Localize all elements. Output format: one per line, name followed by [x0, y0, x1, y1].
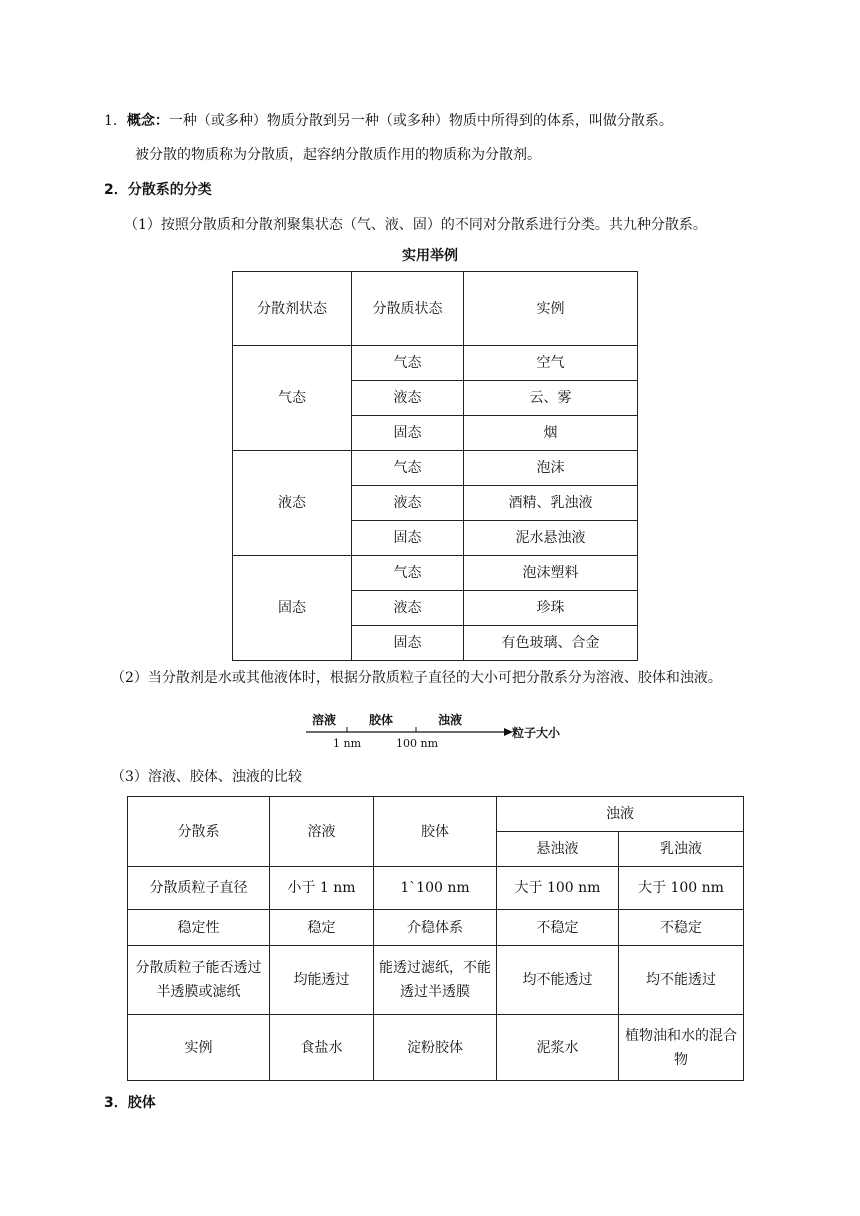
cell-solution: 小于 1 nm	[270, 867, 374, 910]
example: 烟	[464, 416, 638, 451]
section-2-paragraph-2: （2）当分散剂是水或其他液体时，根据分散质粒子直径的大小可把分散系分为溶液、胶体和浊液。	[111, 670, 722, 686]
solute-state: 气态	[352, 556, 464, 591]
particle-size-scale	[306, 708, 576, 752]
solute-state: 液态	[352, 381, 464, 416]
section-1-number: 1．	[104, 113, 127, 129]
cell-emulsion: 均不能透过	[619, 946, 744, 1015]
example: 泥水悬浊液	[464, 521, 638, 556]
scale-label-turbid: 浊液	[438, 713, 463, 727]
solute-state: 液态	[352, 486, 464, 521]
solute-state: 固态	[352, 416, 464, 451]
cell-colloid: 淀粉胶体	[374, 1015, 497, 1081]
header-emulsion: 乳浊液	[619, 832, 744, 867]
cell-colloid: 能透过滤纸，不能透过半透膜	[374, 946, 497, 1015]
dispersion-comparison-table	[127, 796, 744, 1081]
header-solute-state: 分散质状态	[352, 272, 464, 346]
header-turbid-liquid: 浊液	[497, 797, 744, 832]
section-3-title: 胶体	[127, 1095, 156, 1111]
example: 有色玻璃、合金	[464, 626, 638, 661]
solute-state: 固态	[352, 626, 464, 661]
solute-state: 气态	[352, 451, 464, 486]
cell-colloid: 介稳体系	[374, 910, 497, 946]
example: 珍珠	[464, 591, 638, 626]
section-1-heading: 概念：	[126, 113, 169, 129]
section-3-heading	[104, 1093, 156, 1113]
scale-label-solution: 溶液	[312, 713, 337, 727]
row-label: 实例	[128, 1015, 270, 1081]
example: 酒精、乳浊液	[464, 486, 638, 521]
section-2-heading	[104, 180, 212, 200]
scale-tick-100nm: 100 nm	[396, 737, 439, 750]
dispersion-example-table	[232, 271, 638, 661]
example: 泡沫塑料	[464, 556, 638, 591]
header-suspension: 悬浊液	[497, 832, 619, 867]
solute-state: 固态	[352, 521, 464, 556]
solute-state: 液态	[352, 591, 464, 626]
row-label: 稳定性	[128, 910, 270, 946]
section-2-paragraph-1: （1）按照分散质和分散剂聚集状态（气、液、固）的不同对分散系进行分类。共九种分散系。	[124, 217, 707, 233]
solvent-state-liquid: 液态	[233, 451, 352, 556]
cell-solution: 稳定	[270, 910, 374, 946]
header-solvent-state: 分散剂状态	[233, 272, 352, 346]
header-solution: 溶液	[270, 797, 374, 867]
scale-label-colloid: 胶体	[369, 713, 394, 727]
cell-solution: 均能透过	[270, 946, 374, 1015]
example: 泡沫	[464, 451, 638, 486]
cell-colloid: 1`100 nm	[374, 867, 497, 910]
section-1-line	[104, 111, 673, 131]
table-1-title: 实用举例	[402, 248, 458, 264]
solute-state: 气态	[352, 346, 464, 381]
row-label: 分散质粒子直径	[128, 867, 270, 910]
row-label: 分散质粒子能否透过半透膜或滤纸	[128, 946, 270, 1015]
cell-emulsion: 大于 100 nm	[619, 867, 744, 910]
scale-tick-1nm: 1 nm	[333, 737, 362, 750]
header-example: 实例	[464, 272, 638, 346]
section-2-title: 分散系的分类	[127, 182, 212, 198]
section-2-number: 2．	[104, 182, 128, 198]
cell-solution: 食盐水	[270, 1015, 374, 1081]
section-2-paragraph-3: （3）溶液、胶体、浊液的比较	[111, 769, 302, 785]
cell-suspension: 泥浆水	[497, 1015, 619, 1081]
section-1-paragraph-2: 被分散的物质称为分散质，起容纳分散质作用的物质称为分散剂。	[135, 147, 541, 163]
cell-emulsion: 不稳定	[619, 910, 744, 946]
cell-emulsion: 植物油和水的混合物	[619, 1015, 744, 1081]
example: 云、雾	[464, 381, 638, 416]
cell-suspension: 均不能透过	[497, 946, 619, 1015]
example: 空气	[464, 346, 638, 381]
scale-axis-label: 粒子大小	[512, 726, 561, 740]
cell-suspension: 大于 100 nm	[497, 867, 619, 910]
cell-suspension: 不稳定	[497, 910, 619, 946]
header-colloid: 胶体	[374, 797, 497, 867]
solvent-state-solid: 固态	[233, 556, 352, 661]
header-dispersion-system: 分散系	[128, 797, 270, 867]
section-3-number: 3．	[104, 1095, 128, 1111]
section-1-text: 一种（或多种）物质分散到另一种（或多种）物质中所得到的体系，叫做分散系。	[168, 113, 673, 129]
solvent-state-gas: 气态	[233, 346, 352, 451]
